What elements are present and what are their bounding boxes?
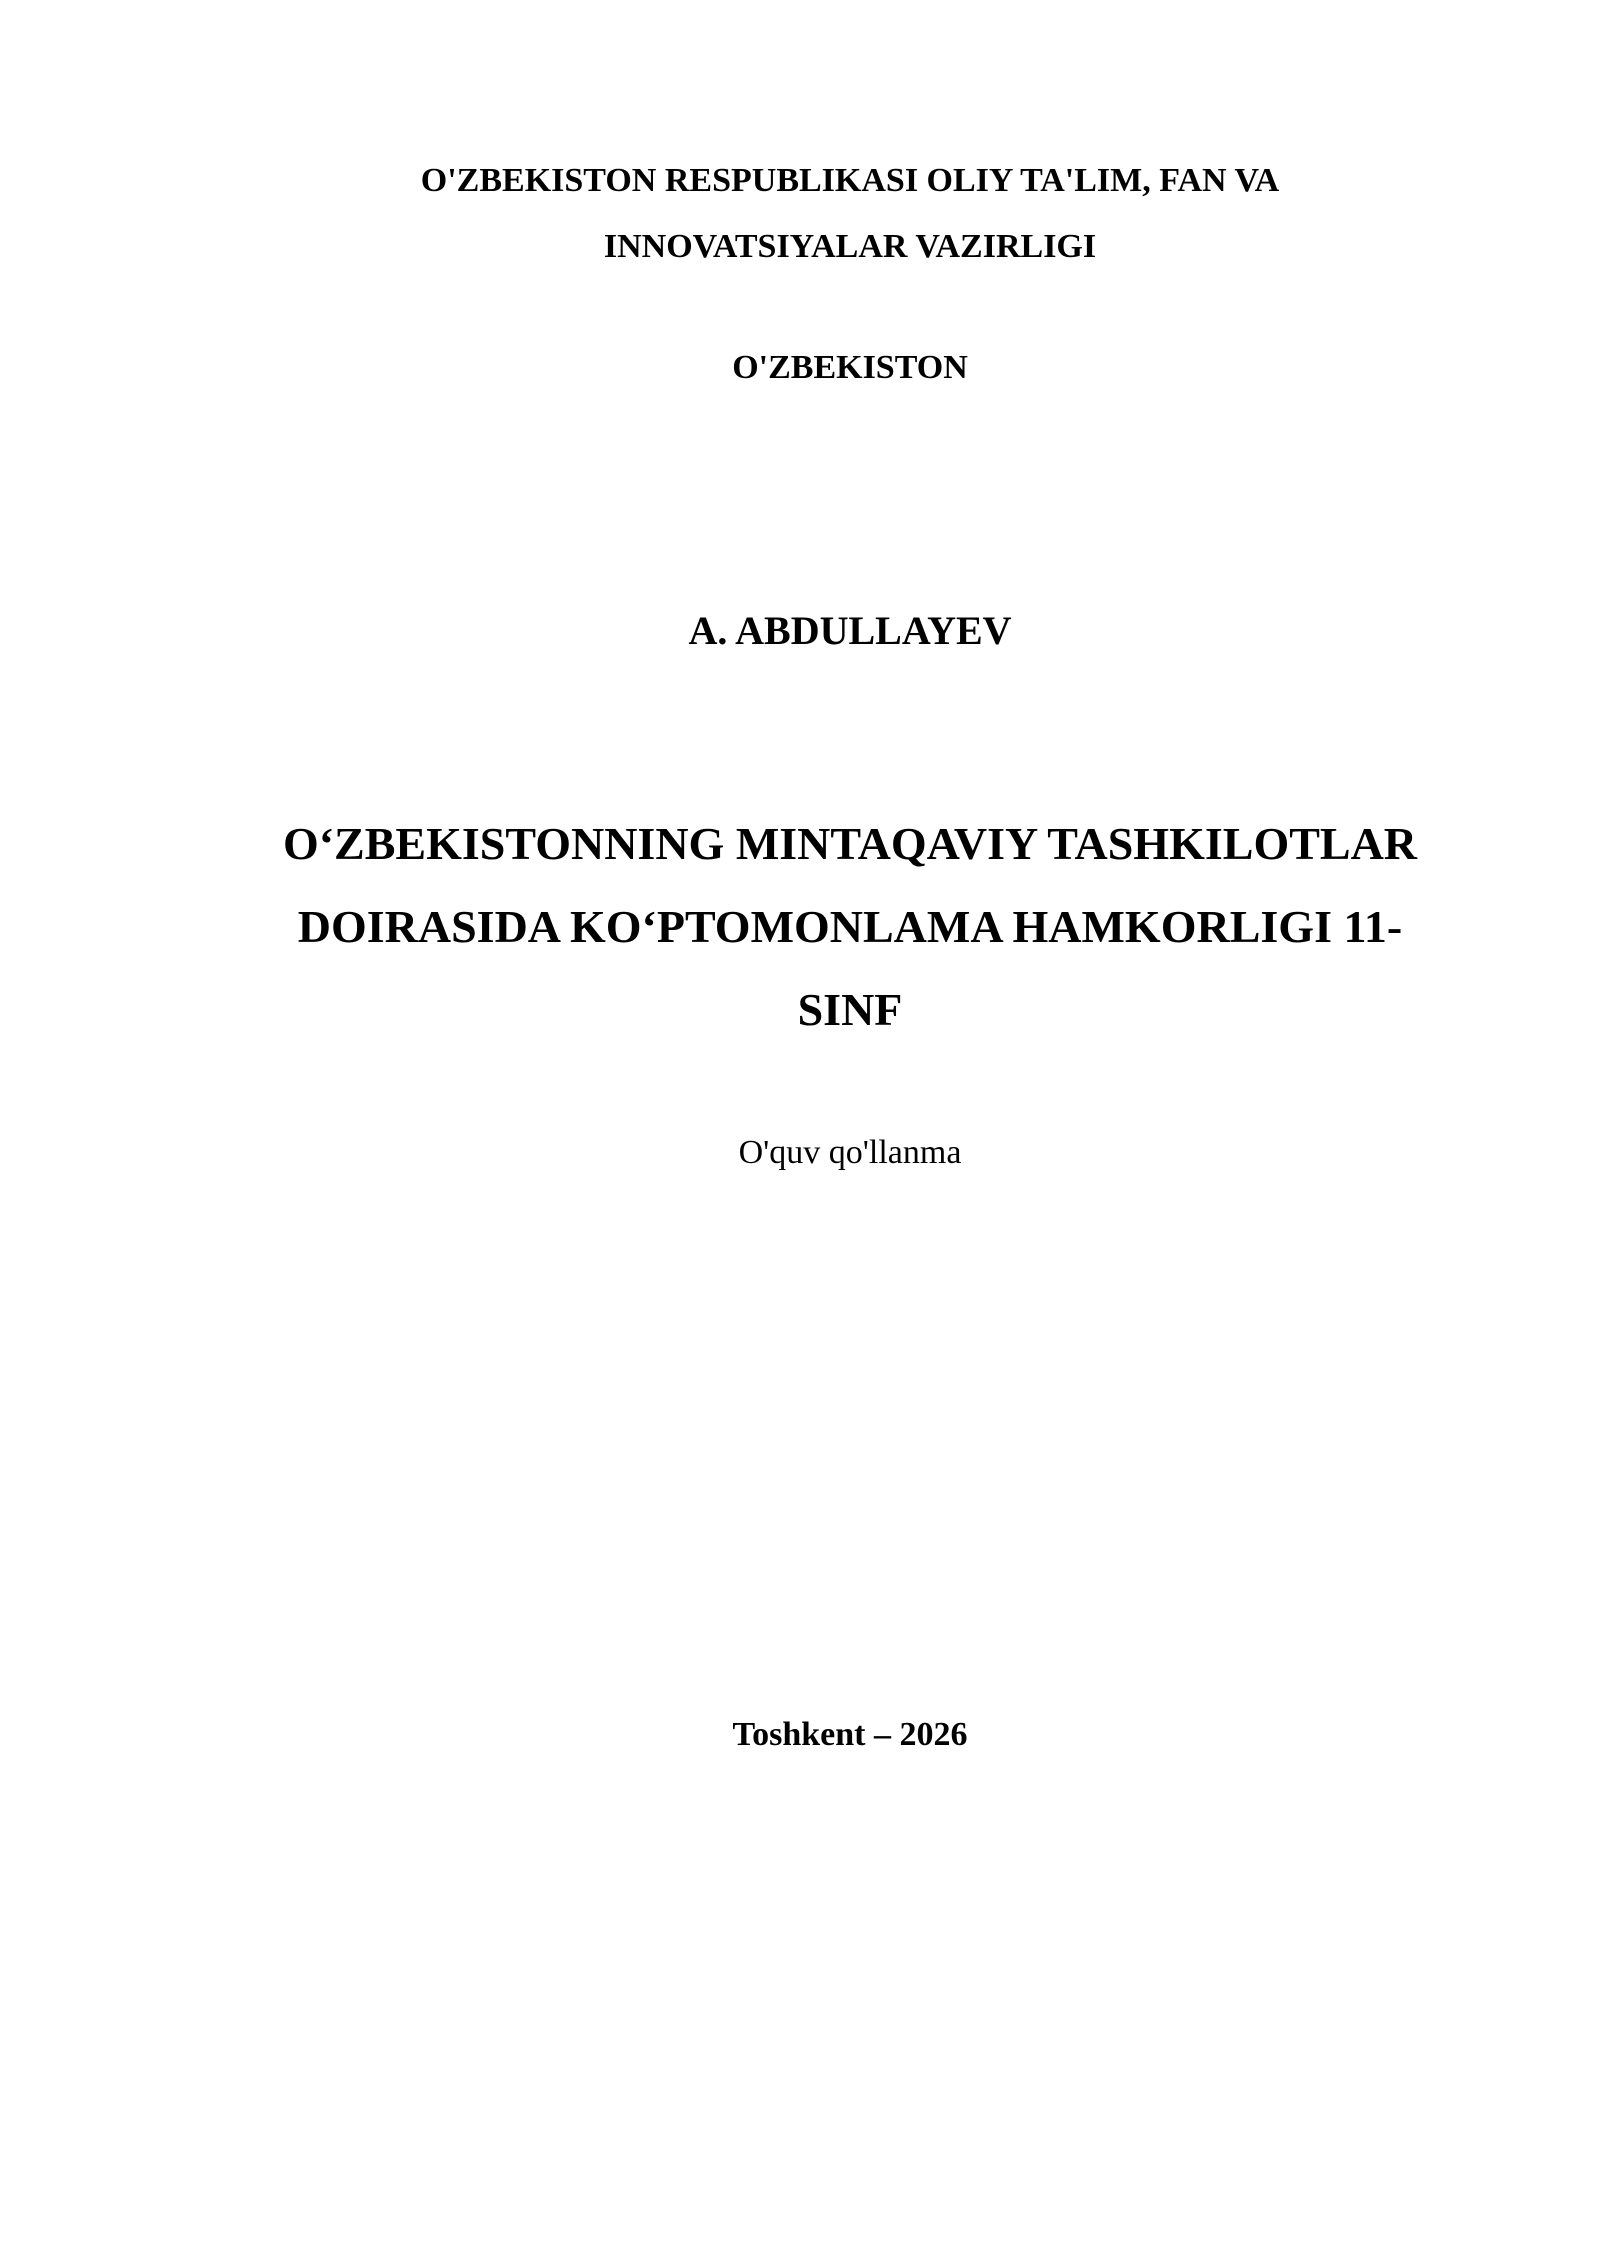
- ministry-heading: [250, 148, 1450, 280]
- ministry-heading-line-2: INNOVATSIYALAR VAZIRLIGI: [603, 228, 1097, 265]
- organization-name: O'ZBEKISTON: [732, 349, 968, 386]
- author-name: A. ABDULLAYEV: [688, 608, 1012, 653]
- document-title: [230, 802, 1470, 1051]
- place-and-year: Toshkent – 2026: [732, 1716, 968, 1753]
- document-title-line-1: O‘ZBEKISTONNING MINTAQAVIY TASHKILOTLAR: [282, 818, 1418, 869]
- document-subtitle: O'quv qo'llanma: [738, 1134, 962, 1171]
- document-title-line-3: SINF: [797, 984, 903, 1035]
- document-title-line-2: DOIRASIDA KO‘PTOMONLAMA HAMKORLIGI 11-: [297, 901, 1403, 952]
- ministry-heading-line-1: O'ZBEKISTON RESPUBLIKASI OLIY TA'LIM, FAN VA: [420, 162, 1280, 199]
